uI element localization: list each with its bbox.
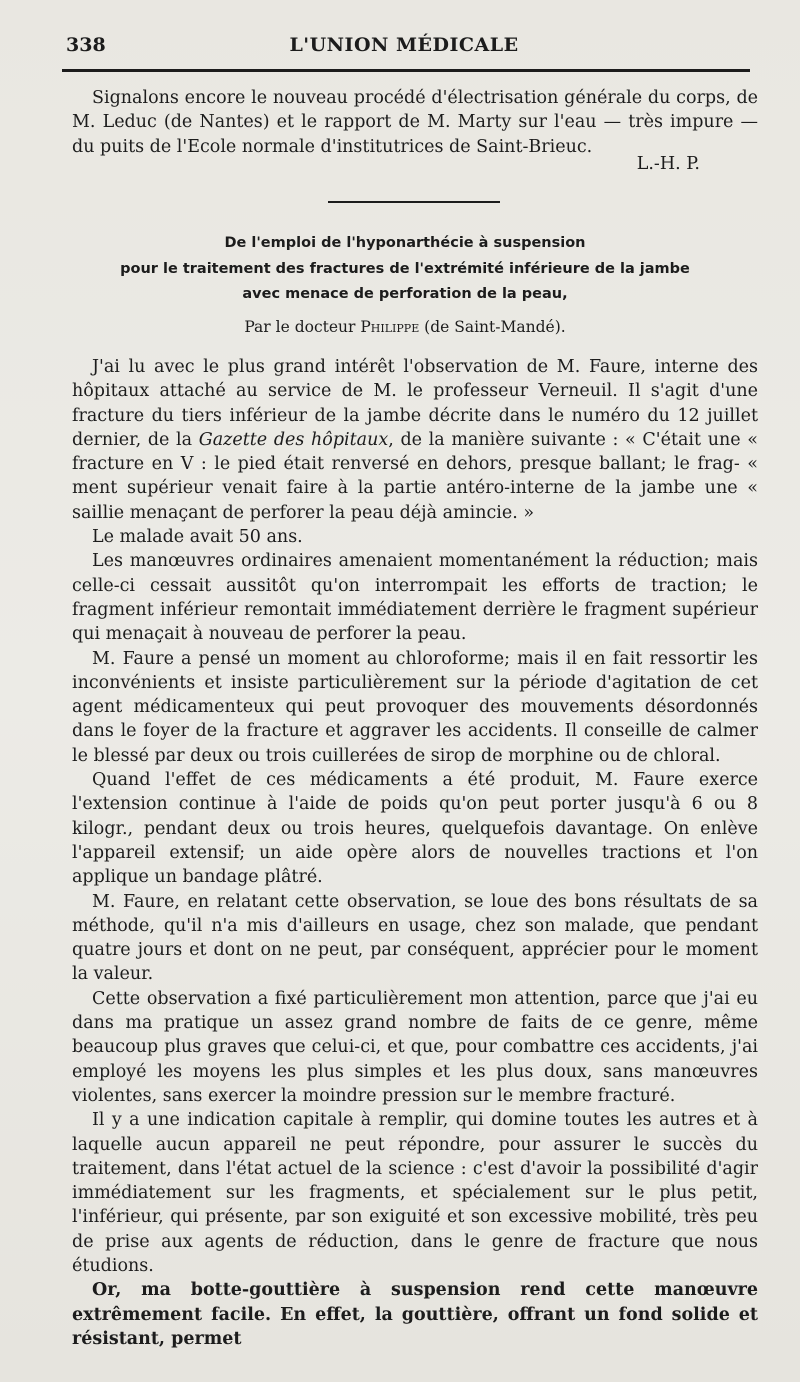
intro-text: Signalons encore le nouveau procédé d'électrisation générale du corps, de M. Leduc (de Nantes) et le rapport de M. Marty sur l'eau — très impure — du puits de l'Ecole normale d'institutrices de Saint-Brieuc. — [72, 88, 758, 157]
p1-text-b: , de la manière suivante : « C'était une « fracture en V : le pied était renversé en dehors, presque ballant; le frag- « ment supérieur venait faire à la partie antéro-interne de la jambe une « saillie menaçant de perforer la peau déjà amincie. » — [72, 429, 758, 523]
page-header — [66, 30, 742, 62]
body-paragraph-1 — [72, 355, 758, 525]
article-title-line-3: avec menace de perforation de la peau, — [242, 286, 568, 302]
body-paragraph-4: M. Faure a pensé un moment au chloroforme; mais il en fait ressortir les inconvénients et insiste particulièrement sur la période d'agitation de cet agent médicamenteux qui peut provoquer des mouvements désordonnés dans le foyer de la fracture et aggraver les accidents. Il conseille de calmer le blessé par deux ou trois cuillerées de sirop de morphine ou de chloral. — [72, 648, 758, 766]
article-title-line-1: De l'emploi de l'hyponarthécie à suspension — [224, 235, 586, 251]
body-paragraph-5: Quand l'effet de ces médicaments a été produit, M. Faure exerce l'extension continue à l'aide de poids qu'on peut porter jusqu'à 6 ou 8 kilogr., pendant deux ou trois heures, quelquefois davantage. On enlève l'appareil extensif; un aide opère alors de nouvelles tractions et l'on applique un bandage plâtré. — [72, 770, 758, 888]
intro-paragraph — [72, 86, 758, 159]
p1-journal-name: Gazette des hôpitaux — [198, 429, 389, 450]
header-rule — [62, 69, 750, 72]
byline-prefix: Par le docteur — [244, 318, 356, 336]
article-title-line-2: pour le traitement des fractures de l'extrémité inférieure de la jambe — [120, 261, 690, 277]
body-paragraph-3: Les manœuvres ordinaires amenaient momentanément la réduction; mais celle-ci cessait aussitôt qu'on interrompait les efforts de traction; le fragment inférieur remontait immédiatement derrière le fragment supérieur qui menaçait à nouveau de perforer la peau. — [72, 551, 758, 645]
body-paragraph-2: Le malade avait 50 ans. — [92, 527, 303, 548]
p1-text-a: J'ai lu avec le plus grand intérêt l'observation de M. Faure, interne des hôpitaux attaché au service de M. le professeur Verneuil. Il s'agit d'une fracture du tiers inférieur de la jambe décrite dans le numéro du 12 juillet dernier, de la — [72, 357, 758, 450]
body-paragraph-8: Il y a une indication capitale à remplir, qui domine toutes les autres et à laquelle aucun appareil ne peut répondre, pour assurer le succès du traitement, dans l'état actuel de la science : c'est d'avoir la possibilité d'agir immédiatement sur les fragments, et spécialement sur le plus petit, l'inférieur, qui présente, par son exiguité et son excessive mobilité, très peu de prise aux agents de réduction, dans le genre de fracture que nous étudions. — [72, 1110, 758, 1276]
body-paragraph-9: Or, ma botte-gouttière à suspension rend cette manœuvre extrêmement facile. En effet, la gouttière, offrant un fond solide et résistant, permet — [72, 1280, 758, 1349]
intro-signature: L.-H. P. — [636, 154, 700, 174]
body-paragraph-6: M. Faure, en relatant cette observation, se loue des bons résultats de sa méthode, qu'il n'a mis d'ailleurs en usage, chez son malade, que pendant quatre jours et dont on ne peut, par conséquent, apprécier pour le moment la valeur. — [72, 891, 758, 985]
journal-title: L'UNION MÉDICALE — [289, 34, 519, 56]
byline-author: Philippe — [360, 318, 420, 336]
section-divider — [328, 201, 500, 203]
byline-suffix: (de Saint-Mandé). — [424, 318, 566, 336]
article-byline — [60, 318, 750, 336]
article-body — [72, 355, 758, 1351]
body-paragraph-7: Cette observation a fixé particulièrement mon attention, parce que j'ai eu dans ma pratique un assez grand nombre de faits de ce genre, même beaucoup plus graves que celui-ci, et que, pour combattre ces accidents, j'ai employé les moyens les plus simples et les plus doux, sans manœuvres violentes, sans exercer la moindre pression sur le membre fracturé. — [72, 988, 758, 1106]
page-number: 338 — [66, 34, 106, 56]
